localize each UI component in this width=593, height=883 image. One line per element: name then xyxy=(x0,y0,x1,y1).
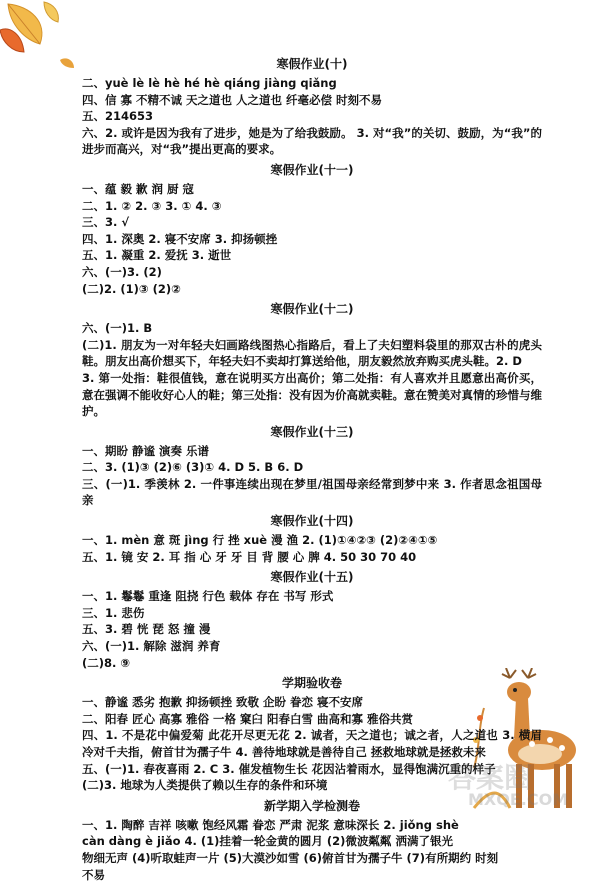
answer-line: 五、3. 碧 恍 琵 怒 撞 漫 xyxy=(82,622,211,637)
answer-line: 三、(一)1. 季羡林 2. 一件事连续出现在梦里/祖国母亲经常到梦中来 3. 作者思念祖国母亲 xyxy=(82,476,542,508)
section-title: 寒假作业(十五) xyxy=(270,570,354,585)
section-title: 学期验收卷 xyxy=(281,676,342,691)
answer-line: 一、期盼 静谧 演奏 乐谱 xyxy=(82,443,210,458)
answer-line: 3. 第一处指：鞋很值钱，意在说明买方出高价；第二处指：有人喜欢并且愿意出高价买，意在强调不能收好心人的鞋；第三处指：没有因为价高就卖鞋。意在赞美对真情的珍惜与维护。 xyxy=(82,370,542,419)
section-title: 寒假作业(十三) xyxy=(270,424,354,439)
answer-line: 六、2. 或许是因为我有了进步，她是为了给我鼓励。 3. 对“我”的关切、鼓励，为“我”的进步而高兴，对“我”提出更高的要求。 xyxy=(82,125,542,157)
answer-line: 一、蕴 毅 歉 润 厨 寇 xyxy=(82,181,195,196)
watermark-url: MXQE.COM xyxy=(468,790,569,809)
answer-line: 三、3. √ xyxy=(82,215,130,230)
answer-line: 四、1. 深奥 2. 寝不安席 3. 抑扬顿挫 xyxy=(82,231,278,246)
answer-line: 二、yuè lè lè hè hé hè qiáng jiàng qiǎng xyxy=(82,76,337,90)
answer-line: (二)1. 朋友为一对年轻夫妇画路线图热心指路后，看上了夫妇塑料袋里的那双古朴的虎头鞋。朋友出高价想买下，年轻夫妇不卖却打算送给他，朋友毅然放弃购买虎头鞋。2. D xyxy=(82,337,542,369)
answer-line: 六、(一)1. B xyxy=(82,321,153,336)
answer-line: 四、1. 不是花中偏爱菊 此花开尽更无花 2. 诚者，天之道也；诚之者，人之道也 3. 横眉冷对千夫指，俯首甘为孺子牛 4. 善待地球就是善待自己 拯救地球就是拯救未来 xyxy=(82,728,542,759)
answer-line: 一、1. 鬈鬈 重逢 阻挠 行色 载体 存在 书写 形式 xyxy=(82,589,334,604)
answer-line: 二、3. (1)③ (2)⑥ (3)① 4. D 5. B 6. D xyxy=(82,460,304,475)
answer-line: 六、(一)3. (2) xyxy=(82,264,162,279)
section-title: 寒假作业(十二) xyxy=(270,302,354,317)
watermark-logo: 答案圈 xyxy=(448,761,533,794)
answer-line: càn dàng è jiǎo 4. (1)挂着一轮金黄的圆月 (2)微波粼粼 洒满了银光 xyxy=(82,834,453,849)
answer-line: 物细无声 (4)听取蛙声一片 (5)大漠沙如雪 (6)俯首甘为孺子牛 (7)有所期约 时刻 xyxy=(82,850,499,865)
answer-line: 二、1. ② 2. ③ 3. ① 4. ③ xyxy=(82,198,222,213)
section-title: 寒假作业(十四) xyxy=(270,514,354,529)
answer-line: 一、静谧 悉劣 抱歉 抑扬顿挫 致敬 企盼 眷恋 寝不安席 xyxy=(82,695,364,710)
section-title: 寒假作业(十一) xyxy=(270,162,354,177)
answer-line: 不易 xyxy=(82,867,105,882)
answer-line: 五、1. 镜 安 2. 耳 指 心 牙 牙 目 背 腰 心 脾 4. 50 30 70 40 xyxy=(82,549,417,564)
answer-line: 一、1. mèn 意 斑 jìng 行 挫 xuè 漫 渔 2. (1)①④②③ (2)②④①⑤ xyxy=(82,533,438,548)
answer-line: (二)2. (1)③ (2)② xyxy=(82,281,181,296)
answer-line: (二)8. ⑨ xyxy=(82,655,131,670)
answer-line: 二、阳春 匠心 高寡 雅俗 一格 窠臼 阳春白雪 曲高和寡 雅俗共赏 xyxy=(82,711,414,726)
autumn-leaves-decoration xyxy=(0,0,80,70)
answer-line: 五、(一)1. 春夜喜雨 2. C 3. 催发植物生长 花因沾着雨水，显得饱满沉重的样子 xyxy=(82,761,496,776)
section-title: 新学期入学检测卷 xyxy=(263,798,360,813)
answer-line: 四、信 寡 不精不诚 天之道也 人之道也 纤毫必偿 时刻不易 xyxy=(82,92,383,107)
section-title: 寒假作业(十) xyxy=(276,57,348,71)
answer-line: 五、1. 凝重 2. 爱抚 3. 逝世 xyxy=(82,248,232,263)
watermark xyxy=(448,756,588,816)
answer-line: 五、214653 xyxy=(82,109,154,124)
answer-line: (二)3. 地球为人类提供了赖以生存的条件和环境 xyxy=(82,778,328,793)
answer-line: 一、1. 陶醉 吉祥 咳嗽 饱经风霜 眷恋 严肃 泥浆 意味深长 2. jiǒng shè xyxy=(82,817,459,832)
answer-line: 六、(一)1. 解除 滋润 养育 xyxy=(82,639,221,654)
answer-line: 三、1. 悲伤 xyxy=(82,605,145,620)
